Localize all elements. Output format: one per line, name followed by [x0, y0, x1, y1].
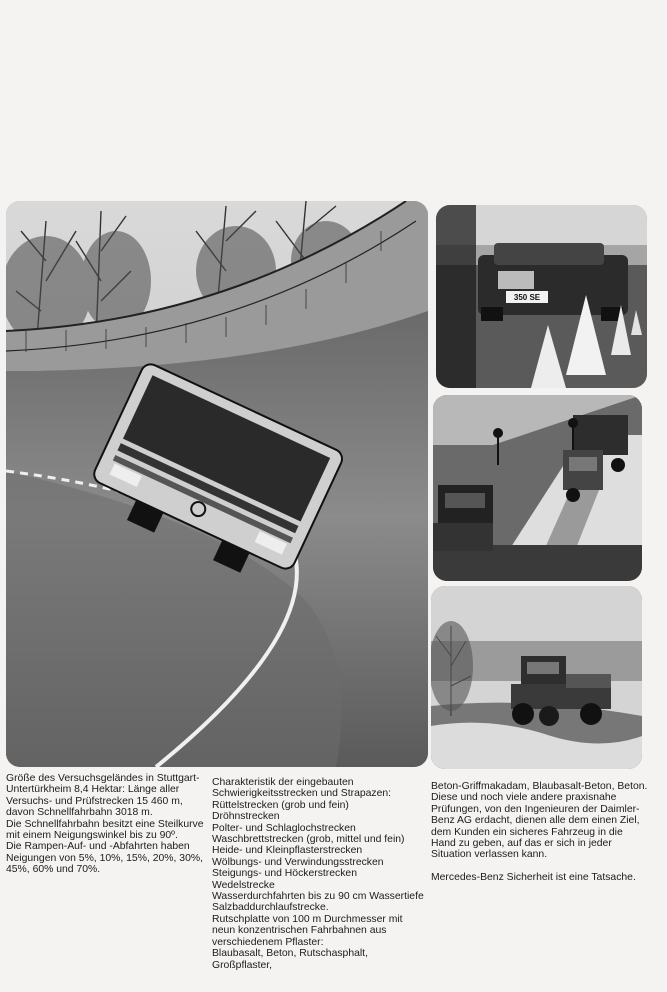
- text-line: Benz AG erdacht, dienen alle dem einen Ziel,: [431, 815, 640, 827]
- text-line: Waschbrettstrecken (grob, mittel und fein): [212, 834, 405, 846]
- text-line: Salzbaddurchlaufstrecke.: [212, 902, 329, 914]
- text-line: Rutschplatte von 100 m Durchmesser mit: [212, 913, 403, 925]
- text-line: Neigungen von 5%, 10%, 15%, 20%, 30%,: [6, 852, 203, 864]
- text-line: neun konzentrischen Fahrbahnen aus: [212, 925, 387, 937]
- text-line: Wasserdurchfahrten bis zu 90 cm Wassertiefe: [212, 891, 424, 903]
- photo-unimog-terrain: [431, 586, 642, 769]
- text-line: Größe des Versuchsgeländes in Stuttgart-: [6, 773, 200, 784]
- text-line: Steigungs- und Höckerstrecken: [212, 868, 357, 880]
- text-line: verschiedenem Pflaster:: [212, 936, 324, 948]
- car-cones-image: [436, 205, 647, 388]
- text-column-middle: [212, 777, 427, 971]
- photo-bus-banked-curve: [6, 201, 428, 767]
- text-line: Situation verlassen kann.: [431, 849, 548, 861]
- text-line: Die Rampen-Auf- und -Abfahrten haben: [6, 841, 190, 853]
- text-line: Schwierigkeitsstrecken und Strapazen:: [212, 788, 392, 800]
- text-column-left: [6, 773, 206, 876]
- tagline: Mercedes-Benz Sicherheit ist eine Tatsache.: [431, 871, 636, 883]
- text-line: dem Kunden ein sicheres Fahrzeug in die: [431, 826, 623, 838]
- text-line: Polter- und Schlaglochstrecken: [212, 822, 356, 834]
- text-line: Rüttelstrecken (grob und fein): [212, 799, 349, 811]
- text-column-right: [431, 781, 656, 883]
- unimog-terrain-image: [431, 586, 642, 769]
- text-line: Blaubasalt, Beton, Rutschasphalt, Großpflaster,: [212, 948, 368, 971]
- trucks-ramp-image: [433, 395, 642, 581]
- text-line: Hand zu geben, auf das er sich in jeder: [431, 838, 612, 850]
- text-line: davon Schnellfahrbahn 3018 m.: [6, 807, 153, 819]
- text-line: mit einem Neigungswinkel bis zu 90º.: [6, 830, 178, 842]
- text-line: Prüfungen, von den Ingenieuren der Daimler-: [431, 803, 640, 815]
- text-line: 45%, 60% und 70%.: [6, 864, 101, 876]
- text-line: Diese und noch viele andere praxisnahe: [431, 792, 617, 804]
- text-line: Versuchs- und Prüfstrecken 15 460 m,: [6, 795, 183, 807]
- bus-banked-curve-image: [6, 201, 428, 767]
- text-line: Dröhnstrecken: [212, 811, 280, 823]
- photo-trucks-ramp: [433, 395, 642, 581]
- photo-car-cones: [436, 205, 647, 388]
- text-line: Charakteristik der eingebauten: [212, 777, 354, 788]
- license-plate: 350 SE: [513, 293, 541, 302]
- text-line: Wölbungs- und Verwindungsstrecken: [212, 856, 384, 868]
- text-line: Die Schnellfahrbahn besitzt eine Steilkurve: [6, 818, 204, 830]
- text-line: Untertürkheim 8,4 Hektar: Länge aller: [6, 784, 180, 796]
- text-line: Wedelstrecke: [212, 879, 275, 891]
- text-line: Heide- und Kleinpflasterstrecken: [212, 845, 363, 857]
- text-line: Beton-Griffmakadam, Blaubasalt-Beton, Beton.: [431, 781, 648, 792]
